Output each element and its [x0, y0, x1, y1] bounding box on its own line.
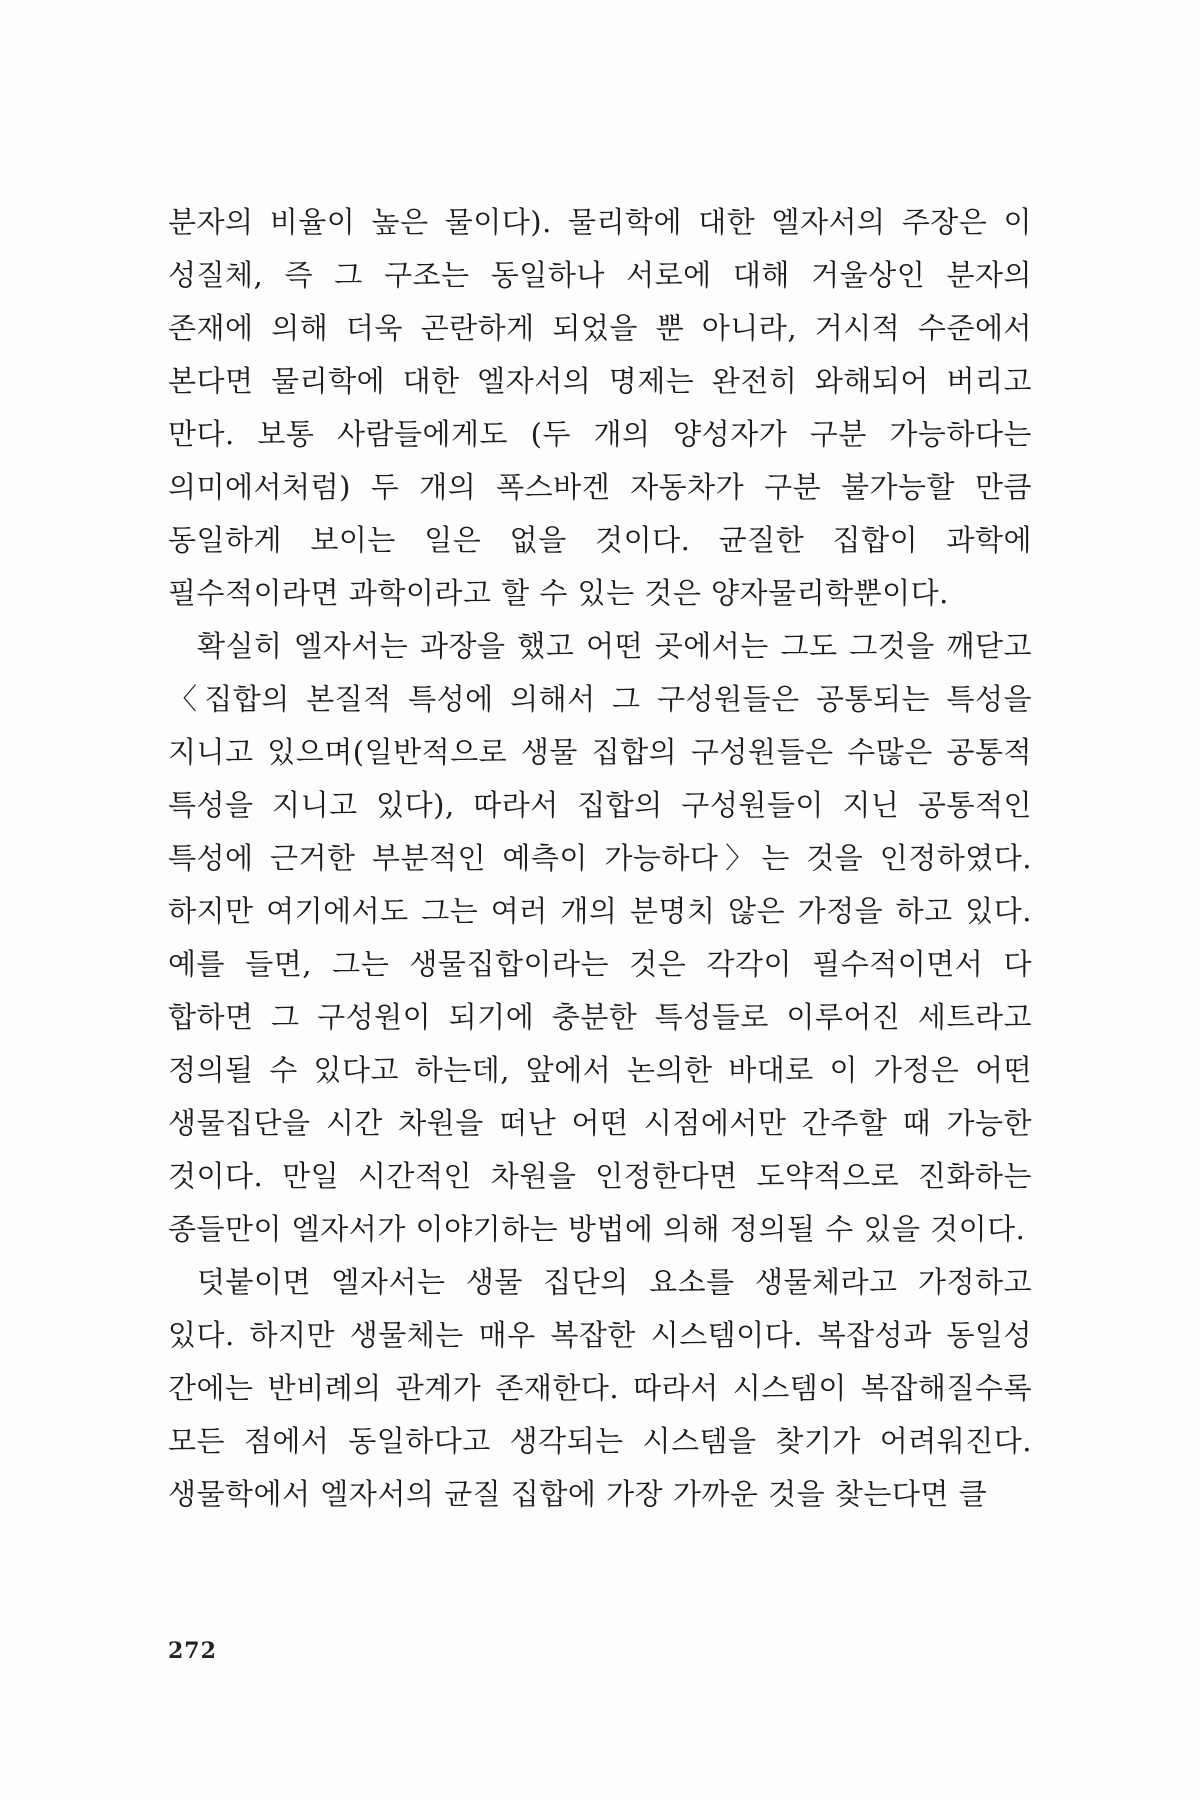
body-text [168, 196, 1032, 1521]
paragraph-1: 분자의 비율이 높은 물이다). 물리학에 대한 엘자서의 주장은 이 성질체, 즉 그 구조는 동일하나 서로에 대해 거울상인 분자의 존재에 의해 더욱 곤란하게 되었을 뿐 아니라, 거시적 수준에서 본다면 물리학에 대한 엘자서의 명제는 완전히 와해되어 버리고 만다. 보통 사람들에게도 (두 개의 양성자가 구분 가능하다는 의미에서처럼) 두 개의 폭스바겐 자동차가 구분 불가능할 만큼 동일하게 보이는 일은 없을 것이다. 균질한 집합이 과학에 필수적이라면 과학이라고 할 수 있는 것은 양자물리학뿐이다. [168, 205, 1032, 610]
paragraph-2: 확실히 엘자서는 과장을 했고 어떤 곳에서는 그도 그것을 깨닫고 〈집합의 본질적 특성에 의해서 그 구성원들은 공통되는 특성을 지니고 있으며(일반적으로 생물 집합의 구성원들은 수많은 공통적 특성을 지니고 있다), 따라서 집합의 구성원들이 지닌 공통적인 특성에 근거한 부분적인 예측이 가능하다〉는 것을 인정하였다. 하지만 여기에서도 그는 여러 개의 분명치 않은 가정을 하고 있다. 예를 들면, 그는 생물집합이라는 것은 각각이 필수적이면서 다 합하면 그 구성원이 되기에 충분한 특성들로 이루어진 세트라고 정의될 수 있다고 하는데, 앞에서 논의한 바대로 이 가정은 어떤 생물집단을 시간 차원을 떠난 어떤 시점에서만 간주할 때 가능한 것이다. 만일 시간적인 차원을 인정한다면 도약적으로 진화하는 종들만이 엘자서가 이야기하는 방법에 의해 정의될 수 있을 것이다. [168, 629, 1032, 1246]
paragraph-3: 덧붙이면 엘자서는 생물 집단의 요소를 생물체라고 가정하고 있다. 하지만 생물체는 매우 복잡한 시스템이다. 복잡성과 동일성 간에는 반비례의 관계가 존재한다. 따라서 시스템이 복잡해질수록 모든 점에서 동일하다고 생각되는 시스템을 찾기가 어려워진다. 생물학에서 엘자서의 균질 집합에 가장 가까운 것을 찾는다면 클 [168, 1265, 1032, 1511]
page-number: 272 [168, 1638, 217, 1664]
